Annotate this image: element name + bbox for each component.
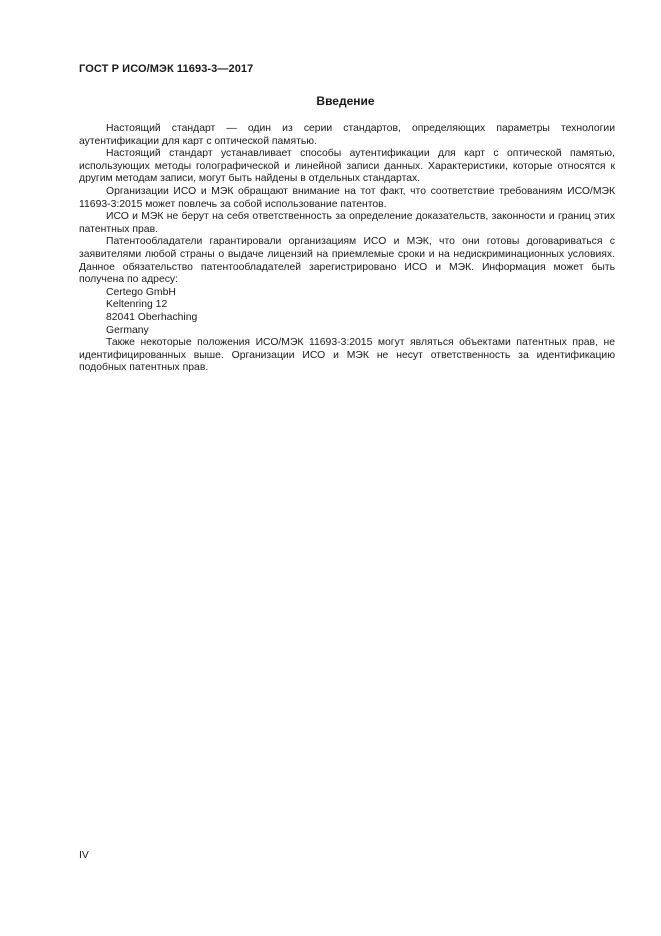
document-body — [79, 123, 615, 375]
paragraph: Настоящий стандарт устанавливает способы аутентификации для карт с оптической памятью, использующих методы голографической и линейной записи данных. Характеристики, которые относятся к другим методам записи, могут быть найдены в отдельных стандартах. — [79, 148, 615, 185]
section-title: Введение — [316, 94, 375, 108]
address-line: Germany — [106, 324, 149, 336]
document-header: ГОСТ Р ИСО/МЭК 11693-3—2017 — [79, 63, 254, 75]
closing-paragraph: Также некоторые положения ИСО/МЭК 11693-3:2015 могут являться объектами патентных прав, не идентифицированных выше. Организации ИСО и МЭК не несут ответственность за идентификацию подобных патентных прав. — [79, 337, 615, 374]
paragraph: ИСО и МЭК не берут на себя ответственность за определение доказательств, законности и границ этих патентных прав. — [79, 211, 615, 235]
page-number: IV — [79, 850, 89, 861]
address-line: Certego GmbH — [106, 286, 176, 298]
address-line: 82041 Oberhaching — [106, 311, 198, 323]
paragraph: Организации ИСО и МЭК обращают внимание на тот факт, что соответствие требованиям ИСО/МЭК 11693-3:2015 может повлечь за собой использование патентов. — [79, 185, 615, 210]
paragraph: Настоящий стандарт — один из серии стандартов, определяющих параметры технологии аутентификации для карт с оптической памятью. — [79, 123, 615, 147]
address-line: Keltenring 12 — [106, 299, 168, 311]
paragraph: Патентообладатели гарантировали организациям ИСО и МЭК, что они готовы договариваться с заявителями любой страны о выдаче лицензий на приемлемые сроки и на недискриминационных условиях. Данное обязательство патентообладателей зарегистрировано ИСО и МЭК. Информация может быть получена по адресу: — [79, 236, 615, 286]
patent-holder-address — [79, 287, 615, 337]
